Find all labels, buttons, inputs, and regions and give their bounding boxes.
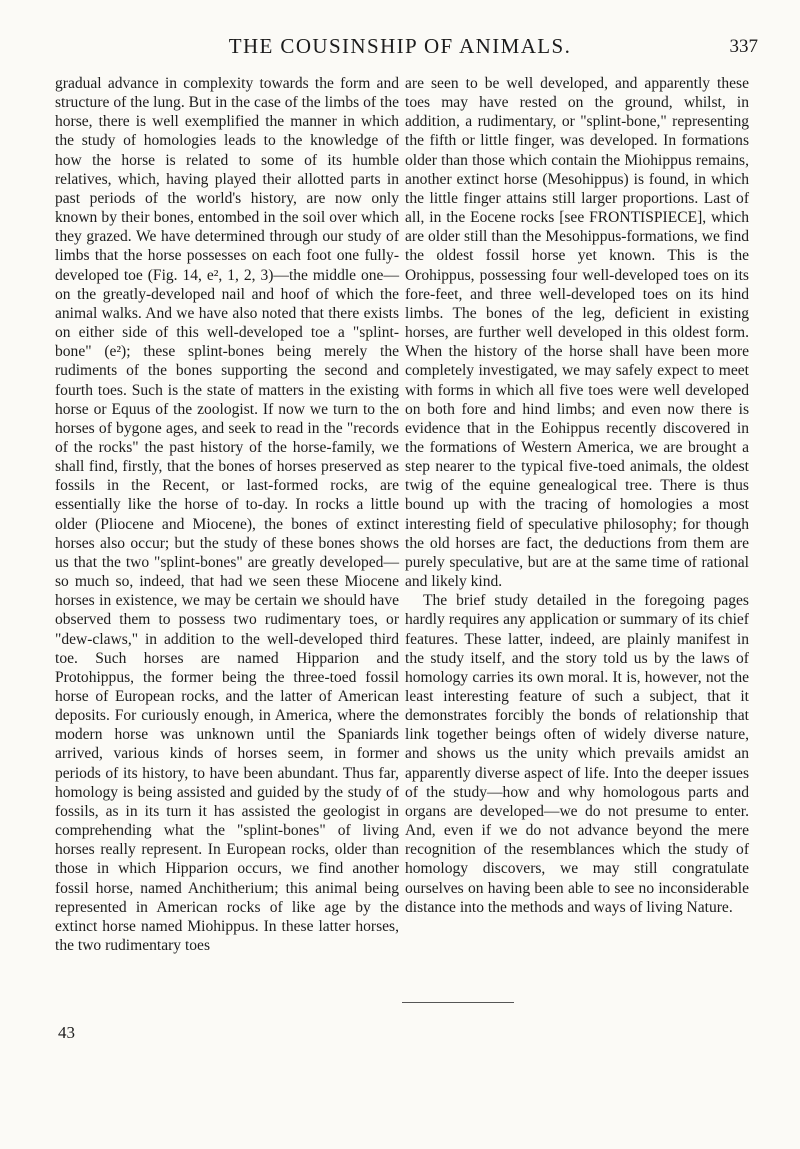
signature-mark: 43 xyxy=(58,1023,75,1042)
left-column xyxy=(55,74,399,955)
paragraph: gradual advance in complexity towards the form and structure of the lung. But in the case of the limbs of the horse, there is well exemplified the manner in which the study of homologies leads to the knowledge of how the horse is related to some of its humble relatives, which, having played their allotted parts in past periods of the world's history, are now only known by their bones, entombed in the soil over which they grazed. We have determined through our study of limbs that the horse possesses on each foot one fully-developed toe (Fig. 14, e², 1, 2, 3)—the middle one—on the greatly-developed nail and hoof of which the animal walks. And we have also noted that there exists on either side of this well-developed toe a "splint-bone" (e²); these splint-bones being merely the rudiments of the bones supporting the second and fourth toes. Such is the state of matters in the existing horse or Equus of the zoologist. If now we turn to the horses of bygone ages, and seek to read in the "records of the rocks" the past history of the horse-family, we shall find, firstly, that the bones of horses preserved as fossils in the Recent, or last-formed rocks, are essentially like the horse of to-day. In rocks a little older (Pliocene and Miocene), the bones of extinct horses also occur; but the study of these bones shows us that the two "splint-bones" are greatly developed—so much so, indeed, that had we seen these Miocene horses in existence, we may be certain we should have observed them to possess two rudimentary toes, or "dew-claws," in addition to the well-developed third toe. Such horses are named Hipparion and Protohippus, the former being the three-toed fossil horse of European rocks, and the latter of American deposits. For curiously enough, in America, where the modern horse was unknown until the Spaniards arrived, various kinds of horses seem, in former periods of its history, to have been abundant. Thus far, homology is being assisted and guided by the study of fossils, as in its turn it has assisted the geologist in comprehending what the "splint-bones" of living horses really represent. In European rocks, older than those in which Hipparion occurs, we find another fossil horse, named Anchitherium; this animal being represented in American rocks of like age by the extinct horse named Miohippus. In these latter horses, the two rudimentary toes xyxy=(55,75,399,955)
paragraph: are seen to be well developed, and apparently these toes may have rested on the ground, whilst, in addition, a rudimentary, or "splint-bone," representing the fifth or little finger, was developed. In formations older than those which contain the Miohippus remains, another extinct horse (Mesohippus) is found, in which the little finger attains still larger proportions. Last of all, in the Eocene rocks [see FRONTISPIECE], which are older still than the Mesohippus-formations, we find the oldest fossil horse yet known. This is the Orohippus, possessing four well-developed toes on its fore-feet, and three well-developed toes on its hind limbs. The bones of the leg, deficient in existing horses, are further well developed in this oldest form. When the history of the horse shall have been more completely investigated, we may safely expect to meet with forms in which all five toes were well developed on both fore and hind limbs; and even now there is evidence that in the Eohippus recently discovered in the formations of Western America, we are brought a step nearer to the typical five-toed animals, the oldest twig of the equine genealogical tree. There is thus bound up with the tracing of homologies a most interesting field of speculative philosophy; for though the old horses are fact, the deductions from them are purely speculative, but are at the same time of rational and likely kind. xyxy=(405,75,749,591)
right-column xyxy=(405,74,749,917)
page-number: 337 xyxy=(729,36,758,57)
paragraph: The brief study detailed in the foregoing pages hardly requires any application or summary of its chief features. These latter, indeed, are plainly manifest in the study itself, and the story told us by the laws of homology carries its own moral. It is, however, not the least interesting feature of such a subject, that it demonstrates forcibly the bonds of relationship that link together beings often of widely diverse nature, and shows us the unity which prevails amidst an apparently diverse aspect of life. Into the deeper issues of the study—how and why homologous parts and organs are developed—we do not presume to enter. And, even if we do not advance beyond the mere recognition of the resemblances which the study of homology discovers, we may still congratulate ourselves on having been able to see no inconsiderable distance into the methods and ways of living Nature. xyxy=(405,592,749,916)
section-rule xyxy=(402,1002,514,1003)
running-header: THE COUSINSHIP OF ANIMALS. xyxy=(228,34,572,58)
